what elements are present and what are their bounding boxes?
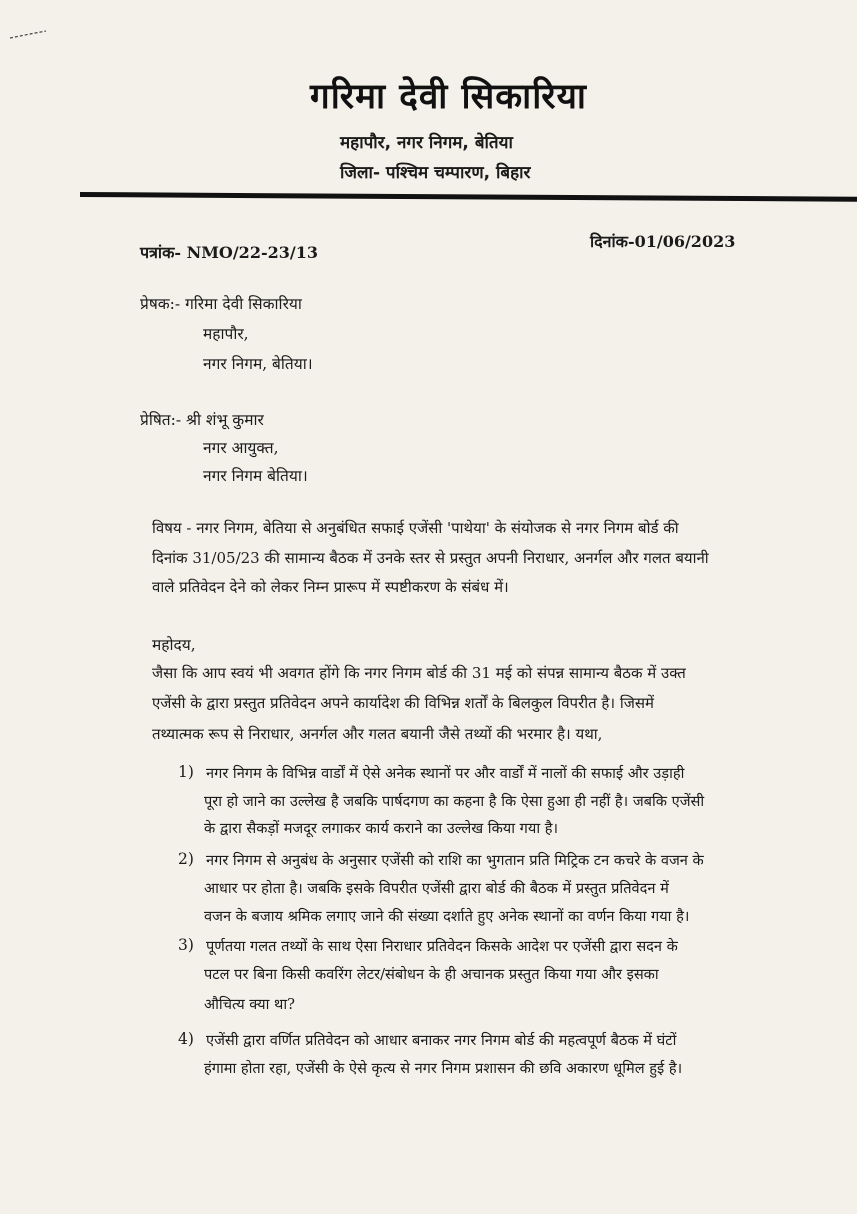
recipient-office: नगर निगम बेतिया। (203, 467, 308, 485)
point-2-line-1: नगर निगम से अनुबंध के अनुसार एजेंसी को राशि का भुगतान प्रति मिट्रिक टन कचरे के वजन के (206, 852, 704, 869)
recipient-designation: नगर आयुक्त, (203, 439, 279, 457)
point-1-line-3: के द्वारा सैकड़ों मजदूर लगाकर कार्य कराने का उल्लेख किया गया है। (204, 820, 559, 837)
intro-line-3: तथ्यात्मक रूप से निराधार, अनर्गल और गलत बयानी जैसे तथ्यों की भरमार है। यथा, (152, 725, 603, 743)
point-number: 4) (178, 1030, 194, 1048)
point-1-line-2: पूरा हो जाने का उल्लेख है जबकि पार्षदगण का कहना है कि ऐसा हुआ ही नहीं है। जबकि एजेंसी (204, 793, 705, 810)
point-3-line-3: औचित्य क्या था? (204, 996, 295, 1013)
point-4-line-1: एजेंसी द्वारा वर्णित प्रतिवेदन को आधार बनाकर नगर निगम बोर्ड की महत्वपूर्ण बैठक में घंटों (206, 1032, 677, 1049)
point-number: 2) (178, 850, 194, 868)
letter-date: दिनांक-01/06/2023 (590, 232, 736, 251)
letterhead-district: जिला- पश्चिम चम्पारण, बिहार (340, 163, 531, 183)
letterhead-designation: महापौर, नगर निगम, बेतिया (340, 133, 513, 153)
point-number: 3) (178, 936, 194, 954)
pen-mark (8, 30, 48, 40)
point-number: 1) (178, 763, 194, 781)
letterhead-name: गरिमा देवी सिकारिया (310, 77, 587, 117)
point-2-line-3: वजन के बजाय श्रमिक लगाए जाने की संख्या दर्शाते हुए अनेक स्थानों का वर्णन किया गया है। (204, 908, 690, 925)
point-3-line-1: पूर्णतया गलत तथ्यों के साथ ऐसा निराधार प्रतिवेदन किसके आदेश पर एजेंसी द्वारा सदन के (206, 938, 678, 955)
subject-line-1: विषय - नगर निगम, बेतिया से अनुबंधित सफाई एजेंसी 'पाथेया' के संयोजक से नगर निगम बोर्ड की (152, 519, 679, 537)
point-4-line-2: हंगामा होता रहा, एजेंसी के ऐसे कृत्य से नगर निगम प्रशासन की छवि अकारण धूमिल हुई है। (204, 1060, 683, 1077)
recipient-line: प्रेषित:- श्री शंभू कुमार (140, 411, 264, 429)
letterhead-divider (80, 192, 857, 202)
sender-designation: महापौर, (203, 325, 249, 343)
point-2-line-2: आधार पर होता है। जबकि इसके विपरीत एजेंसी द्वारा बोर्ड की बैठक में प्रस्तुत प्रतिवेदन में (204, 880, 669, 897)
reference-number: पत्रांक- NMO/22-23/13 (140, 243, 318, 262)
sender-office: नगर निगम, बेतिया। (203, 355, 313, 373)
point-3-line-2: पटल पर बिना किसी कवरिंग लेटर/संबोधन के ही अचानक प्रस्तुत किया गया और इसका (204, 966, 659, 983)
sender-line: प्रेषक:- गरिमा देवी सिकारिया (140, 295, 302, 313)
intro-line-1: जैसा कि आप स्वयं भी अवगत होंगे कि नगर निगम बोर्ड की 31 मई को संपन्न सामान्य बैठक में उक्त (152, 664, 686, 682)
subject-line-3: वाले प्रतिवेदन देने को लेकर निम्न प्रारूप में स्पष्टीकरण के संबंध में। (152, 578, 509, 596)
subject-line-2: दिनांक 31/05/23 की सामान्य बैठक में उनके स्तर से प्रस्तुत अपनी निराधार, अनर्गल और गलत बयानी (152, 549, 709, 567)
point-1-line-1: नगर निगम के विभिन्न वार्डों में ऐसे अनेक स्थानों पर और वार्डों में नालों की सफाई और उड़ाही (206, 765, 685, 782)
intro-line-2: एजेंसी के द्वारा प्रस्तुत प्रतिवेदन अपने कार्यादेश की विभिन्न शर्तों के बिलकुल विपरीत है। जिसमें (152, 694, 654, 712)
salutation: महोदय, (152, 636, 196, 654)
